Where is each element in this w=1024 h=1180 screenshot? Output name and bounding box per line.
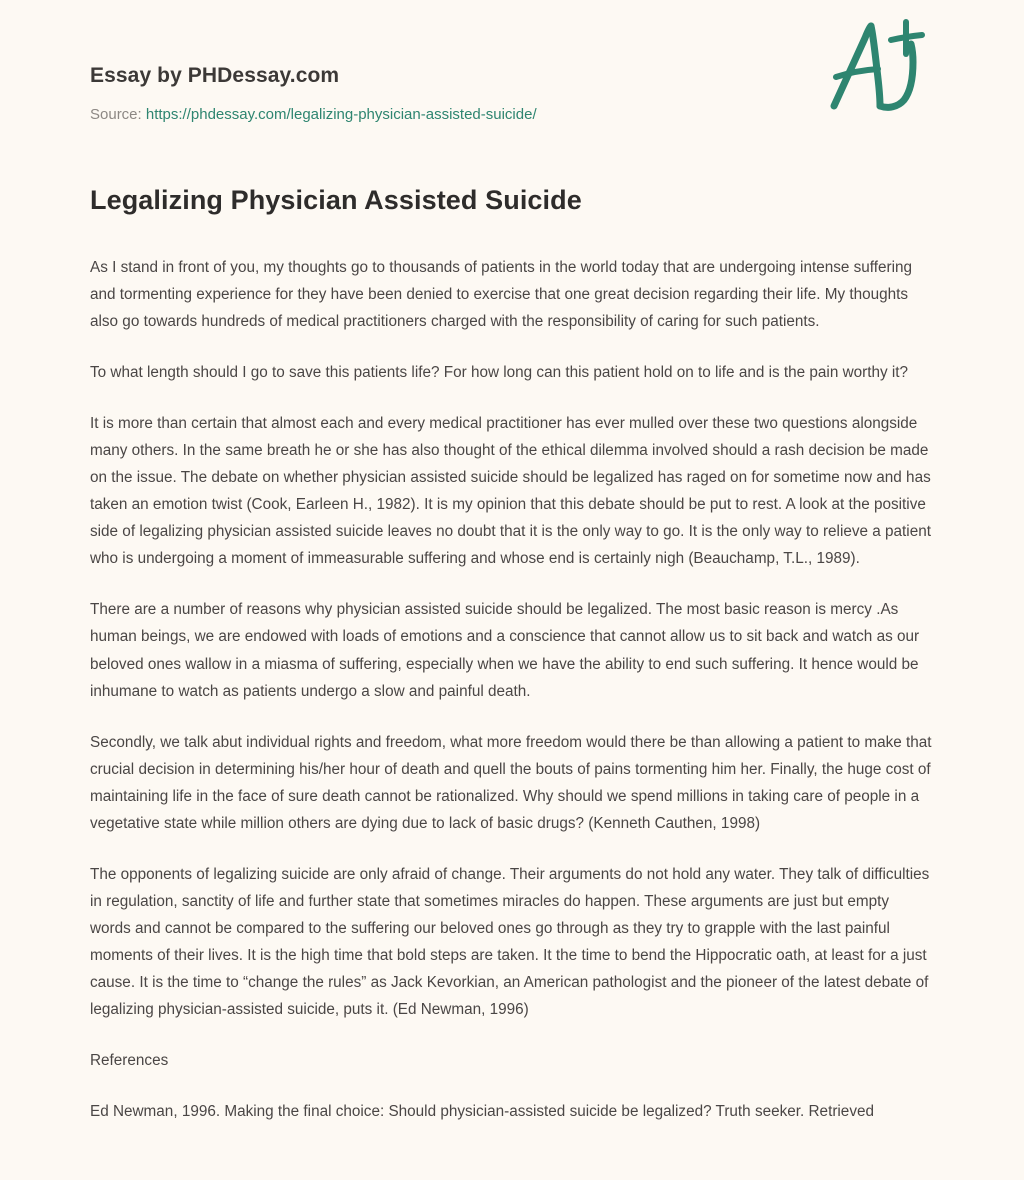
a-plus-handwritten-logo: [822, 10, 942, 120]
paragraph: It is more than certain that almost each and every medical practitioner has ever mulled over these two questions alongside many others. In the same breath he or she has also thought of the ethical dilemma involved should a rash decision be made on the issue. The debate on whether physician assisted suicide should be legalized has raged on for sometime now and has taken an emotion twist (Cook, Earleen H., 1982). It is my opinion that this debate should be put to rest. A look at the positive side of legalizing physician assisted suicide leaves no doubt that it is the only way to go. It is the only way to relieve a patient who is undergoing a moment of immeasurable suffering and whose end is certainly nigh (Beauchamp, T.L., 1989).: [90, 415, 931, 568]
source-url-link[interactable]: https://phdessay.com/legalizing-physician-assisted-suicide/: [145, 106, 537, 124]
paragraph: To what length should I go to save this patients life? For how long can this patient hold on to life and is the pain worthy it?: [90, 363, 909, 381]
paragraph: As I stand in front of you, my thoughts go to thousands of patients in the world today that are undergoing intense suffering and tormenting experience for they have been denied to exercise that one great decision regarding their life. My thoughts also go towards hundreds of medical practitioners charged with the responsibility of caring for such patients.: [90, 258, 913, 330]
page-header: [90, 0, 934, 124]
paragraph: The opponents of legalizing suicide are only afraid of change. Their arguments do not hold any water. They talk of difficulties in regulation, sanctity of life and further state that sometimes miracles do happen. These arguments are just but empty words and cannot be compared to the suffering our beloved ones go through as they try to grapple with the last painful moments of their lives. It is the high time that bold steps are taken. It the time to bend the Hippocratic oath, at least for a just cause. It is the time to “change the rules” as Jack Kevorkian, an American pathologist and the pioneer of the latest debate of legalizing physician-assisted suicide, puts it. (Ed Newman, 1996): [90, 865, 930, 1019]
source-line: [90, 106, 934, 124]
page-title: Legalizing Physician Assisted Suicide: [90, 185, 582, 215]
source-label: Source:: [90, 106, 142, 124]
article-body: [90, 110, 934, 1125]
paragraph: Secondly, we talk abut individual rights and freedom, what more freedom would there be than allowing a patient to make that crucial decision in determining his/her hour of death and quell the bouts of pains tormenting him her. Finally, the huge cost of maintaining life in the face of sure death cannot be rationalized. Why should we spend millions in taking care of people in a vegetative state while million others are dying due to lack of basic drugs? (Kenneth Cauthen, 1998): [90, 733, 932, 832]
reference-entry: Ed Newman, 1996. Making the final choice: Should physician-assisted suicide be legalized? Truth seeker. Retrieved: [90, 1103, 874, 1121]
paragraph: There are a number of reasons why physician assisted suicide should be legalized. The most basic reason is mercy .As human beings, we are endowed with loads of emotions and a conscience that cannot allow us to sit back and watch as our beloved ones wallow in a miasma of suffering, especially when we have the ability to end such suffering. It hence would be inhumane to watch as patients undergo a slow and painful death.: [90, 601, 920, 700]
references-heading: References: [90, 1052, 169, 1070]
brand-title: Essay by PHDessay.com: [90, 64, 340, 87]
